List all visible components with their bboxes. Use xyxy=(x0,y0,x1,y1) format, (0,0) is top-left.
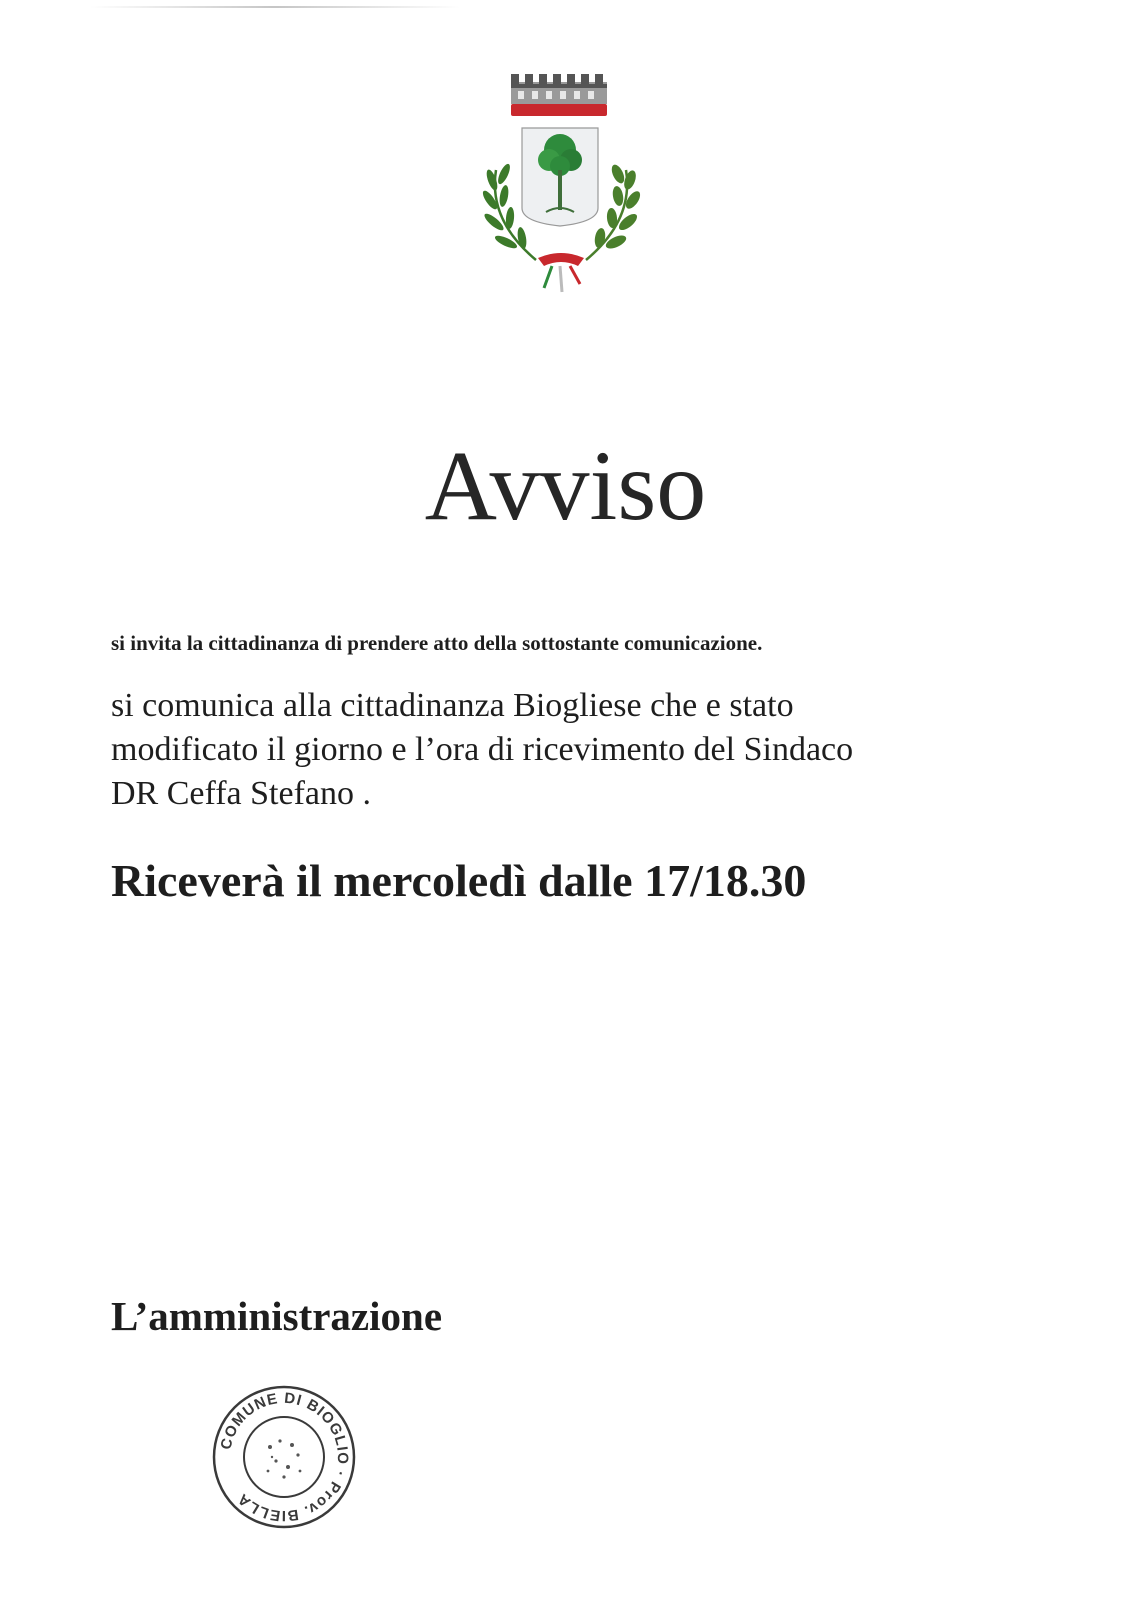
body-paragraph xyxy=(111,684,1011,816)
body-line: si comunica alla cittadinanza Biogliese che e stato xyxy=(111,687,794,724)
ribbon-icon xyxy=(538,253,584,292)
notice-title: Avviso xyxy=(424,430,707,541)
signature: L’amministrazione xyxy=(111,1293,443,1339)
scan-edge-line xyxy=(90,6,460,8)
coat-of-arms-icon xyxy=(466,70,656,300)
body-line: modificato il giorno e l’ora di ricevimento del Sindaco xyxy=(111,731,854,768)
svg-text:COMUNE DI BIOGLIO · Prov. BIEL xyxy=(217,1390,351,1524)
intro-text: si invita la cittadinanza di prendere atto della sottostante comunicazione. xyxy=(111,631,763,655)
reception-hours: Riceverà il mercoledì dalle 17/18.30 xyxy=(111,855,807,906)
body-line: DR Ceffa Stefano . xyxy=(111,775,371,812)
official-stamp-icon xyxy=(210,1383,358,1531)
crown-icon xyxy=(511,74,607,116)
stamp-text: COMUNE DI BIOGLIO · Prov. BIELLA xyxy=(217,1389,352,1525)
